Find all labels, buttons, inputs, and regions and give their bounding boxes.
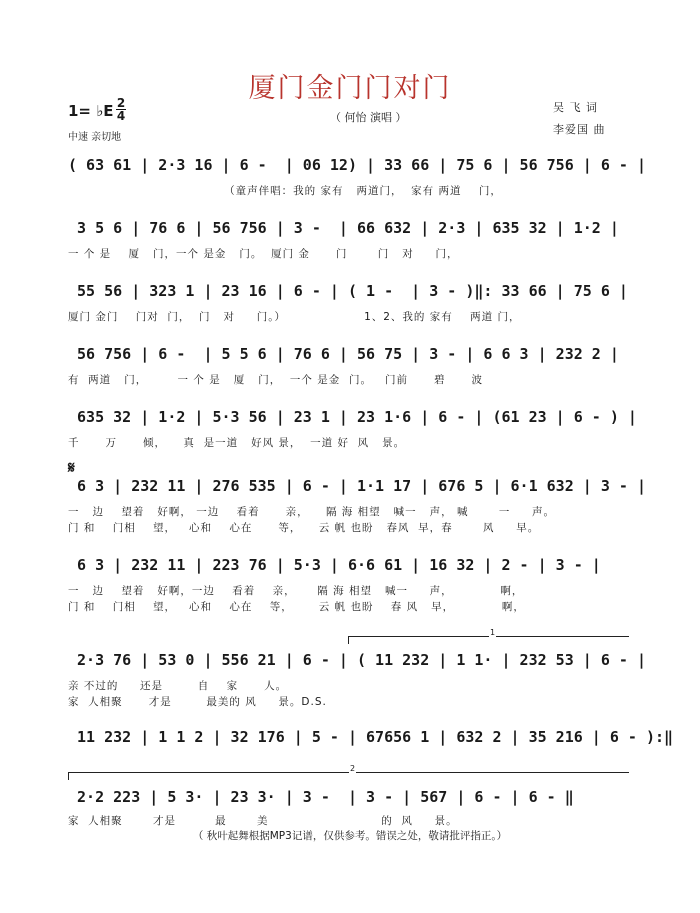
time-bottom: 4 (116, 109, 126, 123)
segno-sign: 𝄋 (68, 458, 75, 477)
lyric-line: 家 人相聚 才是 最 美 的 风 景。 (68, 815, 458, 827)
staff-row: 6 3 | 232 11 | 276 535 | 6 - | 1·1 17 | 676 5 | 6·1 632 | 3 - | (68, 477, 646, 495)
volta-1-label: 1 (490, 628, 496, 637)
lyric-line: 门 和 门相 望， 心和 心在 等， 云 帆 也盼 春 风 早， 啊， (68, 601, 525, 613)
staff-row: 11 232 | 1 1 2 | 32 176 | 5 - | 67656 1 | 632 2 | 35 216 | 6 - ):‖ (68, 728, 674, 746)
lyric-line: 一 边 望着 好啊， 一边 看着 亲， 隔 海 相望 喊一 声， 喊 一 声。 (68, 506, 556, 518)
lyric-line: 一 边 望着 好啊，一边 看着 亲， 隔 海 相望 喊一 声， 啊， (68, 585, 524, 597)
tempo-marking: 中速 亲切地 (68, 132, 122, 143)
staff-row: 2·3 76 | 53 0 | 556 21 | 6 - | ( 11 232 | 1 1· | 232 53 | 6 - | (68, 651, 646, 669)
footnote: （ 秋叶起舞根据MP3记谱，仅供参考。错误之处，敬请批评指正。） (192, 830, 508, 842)
key-signature: 1= ♭E (68, 102, 114, 120)
staff-row: 6 3 | 232 11 | 223 76 | 5·3 | 6·6 61 | 16 32 | 2 - | 3 - | (68, 556, 601, 574)
staff-row: 635 32 | 1·2 | 5·3 56 | 23 1 | 23 1·6 | 6 - | (61 23 | 6 - ) | (68, 408, 637, 426)
staff-row: 56 756 | 6 - | 5 5 6 | 76 6 | 56 75 | 3 - | 6 6 3 | 232 2 | (68, 345, 619, 363)
volta-bracket-1 (348, 628, 629, 644)
lyricist-credit: 吴 飞 词 (553, 101, 598, 114)
composer-credit: 李爱国 曲 (553, 123, 606, 136)
lyric-line: 千 万 倾， 真 是一道 好风 景， 一道 好 风 景。 (68, 437, 406, 449)
volta-2-label: 2 (350, 764, 356, 773)
time-signature (116, 97, 126, 122)
singer-credit: （ 何怡 演唱 ） (330, 111, 407, 124)
lyric-line: 家 人相聚 才是 最美的 风 景。D.S. (68, 696, 327, 708)
staff-row: ( 63 61 | 2·3 16 | 6 - | 06 12) | 33 66 | 75 6 | 56 756 | 6 - | (68, 156, 646, 174)
lyric-line: 一 个 是 厦 门，一个 是金 门。 厦门 金 门 门 对 门， (68, 248, 459, 260)
lyric-line: 门 和 门相 望， 心和 心在 等， 云 帆 也盼 春风 早，春 风 早。 (68, 522, 540, 534)
lyric-line: 厦门 金门 门对 门， 门 对 门。） 1、2、我的 家有 两道 门， (68, 311, 521, 323)
time-top: 2 (116, 96, 126, 110)
page-title: 厦门金门门对门 (248, 73, 452, 104)
lyric-line: 亲 不过的 还是 自 家 人。 (68, 680, 288, 692)
staff-row: 3 5 6 | 76 6 | 56 756 | 3 - | 66 632 | 2·3 | 635 32 | 1·2 | (68, 219, 619, 237)
lyric-line: （童声伴唱：我的 家有 两道门， 家有 两道 门， (68, 185, 502, 197)
staff-row: 55 56 | 323 1 | 23 16 | 6 - | ( 1 - | 3 - )‖: 33 66 | 75 6 | (68, 282, 628, 300)
lyric-line: 有 两道 门， 一 个 是 厦 门， 一个 是金 门。 门前 碧 波 (68, 374, 484, 386)
volta-bracket-2 (68, 764, 629, 780)
staff-row: 2·2 223 | 5 3· | 23 3· | 3 - | 3 - | 567 | 6 - | 6 - ‖ (68, 788, 574, 806)
